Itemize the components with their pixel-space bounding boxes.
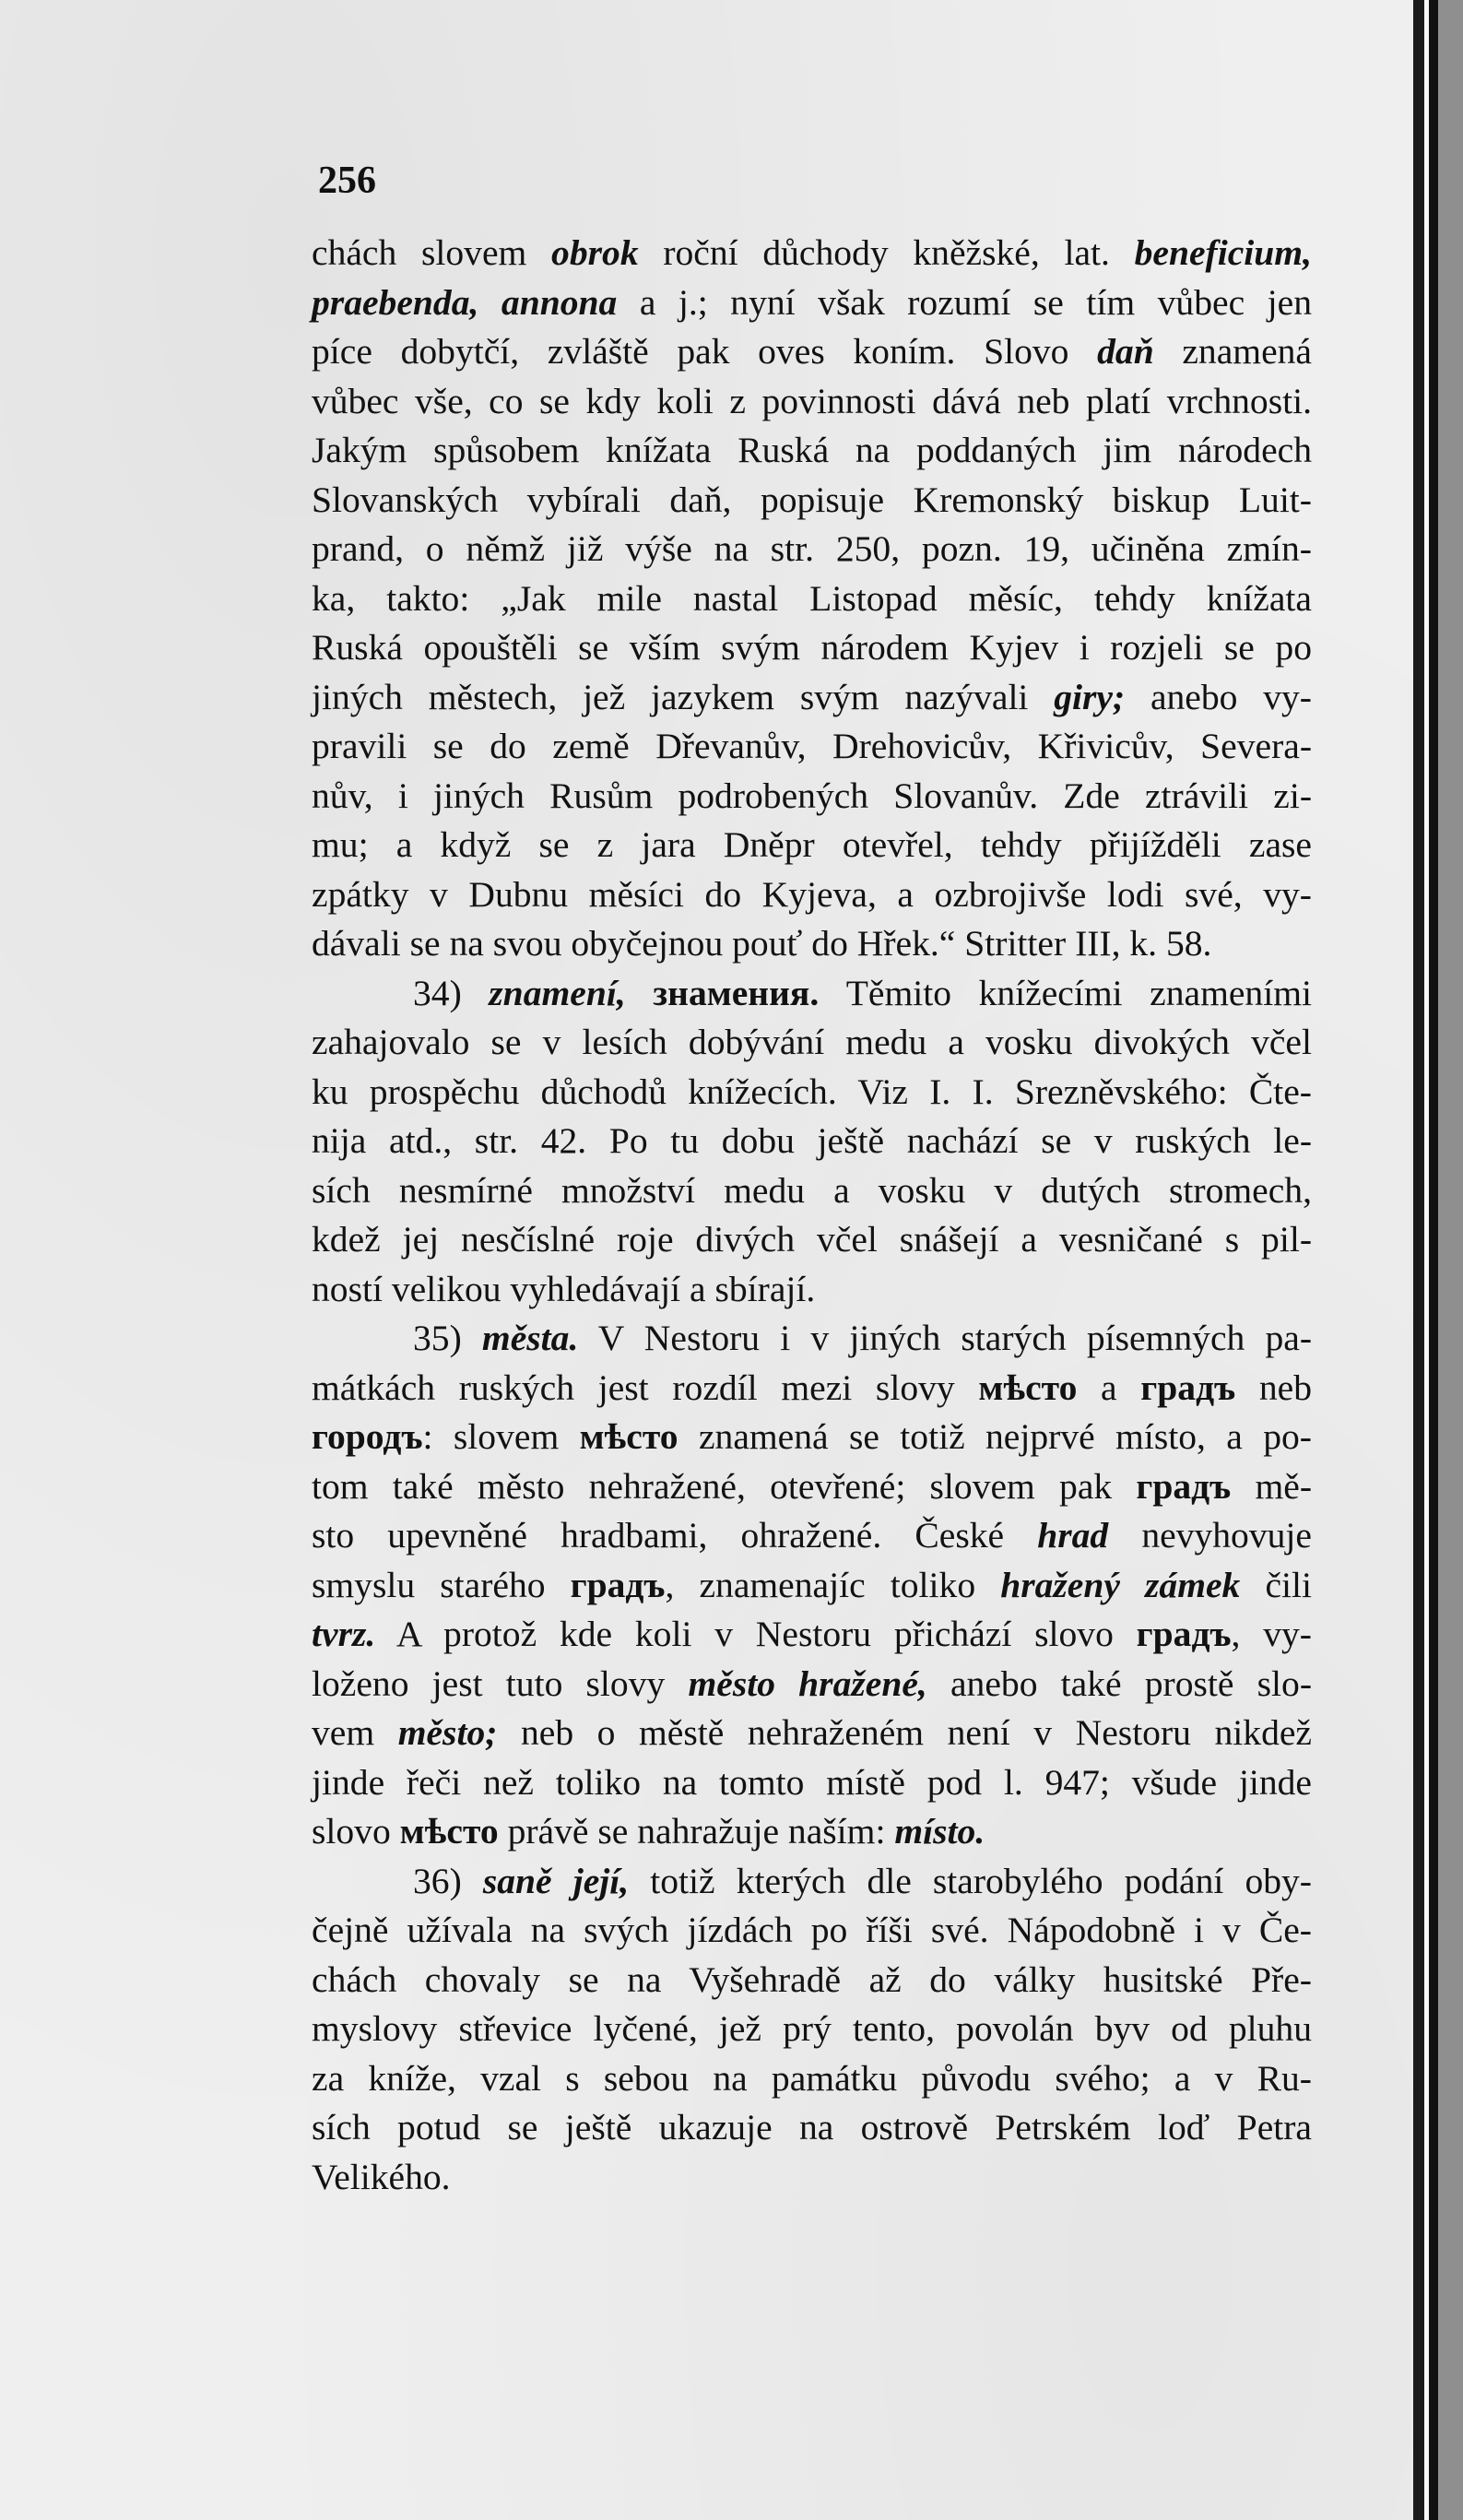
emphasized-term: znamení, bbox=[489, 972, 626, 1013]
cyrillic-term: мѣсто bbox=[399, 1811, 499, 1852]
text-run: za kníže, vzal s sebou na památku původu svého; a v Ru- bbox=[312, 2057, 1312, 2099]
text-run: čejně užívala na svých jízdách po říši své. Nápodobně i v Če- bbox=[312, 1910, 1312, 1950]
emphasized-term: praebenda, annona bbox=[312, 281, 618, 323]
text-run: ku prospěchu důchodů knížecích. Viz I. I. Srezněvského: Čte- bbox=[312, 1071, 1312, 1112]
text-run: nija atd., str. 42. Po tu dobu ještě nachází se v ruských le- bbox=[312, 1120, 1312, 1161]
text-run: Slovanských vybírali daň, popisuje Kremonský biskup Luit- bbox=[312, 479, 1312, 520]
emphasized-term: město; bbox=[397, 1712, 498, 1753]
text-run: znamená bbox=[1153, 331, 1312, 372]
text-run: neb bbox=[1235, 1366, 1312, 1408]
text-run: píce dobytčí, zvláště pak oves koním. Slovo bbox=[312, 331, 1098, 372]
emphasized-term: města. bbox=[481, 1318, 579, 1358]
text-line bbox=[312, 969, 1312, 1019]
text-run: a j.; nyní však rozumí se tím vůbec jen bbox=[617, 281, 1313, 323]
text-line bbox=[312, 1166, 1312, 1216]
text-run: anebo také prostě slo- bbox=[926, 1662, 1313, 1704]
text-run: prand, o němž již výše na str. 250, pozn. 19, učiněna zmín- bbox=[312, 528, 1312, 569]
text-run: nův, i jiných Rusům podrobených Slovanův. Zde ztrávili zi- bbox=[312, 775, 1312, 816]
text-line bbox=[312, 377, 1312, 427]
text-run: neb o městě nehraženém není v Nestoru nikdež bbox=[497, 1712, 1312, 1753]
text-run: tom také město nehražené, otevřené; slovem pak bbox=[312, 1465, 1137, 1507]
text-line bbox=[312, 1462, 1312, 1512]
text-run: zahajovalo se v lesích dobývání medu a vosku divokých včel bbox=[312, 1022, 1312, 1062]
text-run: chách slovem bbox=[312, 232, 552, 273]
text-line bbox=[312, 229, 1312, 278]
text-run: mě- bbox=[1231, 1465, 1312, 1507]
text-run: , znamenajíc toliko bbox=[665, 1564, 1001, 1605]
emphasized-term: giry; bbox=[1054, 676, 1126, 717]
text-run: zpátky v Dubnu měsíci do Kyjeva, a ozbrojivše lodi své, vy- bbox=[312, 873, 1312, 915]
text-line bbox=[312, 525, 1312, 574]
text-line bbox=[312, 1068, 1312, 1118]
text-line bbox=[312, 1610, 1312, 1660]
text-line bbox=[312, 1906, 1312, 1956]
emphasized-term: hražený zámek bbox=[1000, 1564, 1241, 1605]
text-run: : slovem bbox=[422, 1416, 580, 1457]
text-run: Ruská opouštěli se vším svým národem Kyjev i rozjeli se po bbox=[312, 627, 1312, 668]
text-run: slovo bbox=[312, 1811, 400, 1852]
text-run: chách chovaly se na Vyšehradě až do války husitské Pře- bbox=[312, 1958, 1312, 2000]
text-line bbox=[312, 278, 1312, 328]
text-line bbox=[312, 919, 1312, 969]
text-run: mu; a když se z jara Dněpr otevřel, tehdy přijížděli zase bbox=[312, 824, 1312, 865]
text-run: V Nestoru i v jiných starých písemných pa- bbox=[578, 1318, 1312, 1358]
text-run: totiž kterých dle starobylého podání oby- bbox=[629, 1860, 1312, 1901]
text-line bbox=[312, 1660, 1312, 1710]
text-line bbox=[312, 2103, 1312, 2153]
text-line bbox=[312, 1117, 1312, 1166]
text-run: myslovy střevice lyčené, jež prý tento, povolán byv od pluhu bbox=[312, 2008, 1312, 2049]
text-run: roční důchody kněžské, lat. bbox=[638, 232, 1135, 273]
text-line bbox=[312, 1956, 1312, 2005]
text-line bbox=[312, 1758, 1312, 1808]
text-run: sto upevněné hradbami, ohražené. České bbox=[312, 1515, 1038, 1556]
text-run: sích potud se ještě ukazuje na ostrově Petrském loď Petra bbox=[312, 2107, 1312, 2147]
text-line bbox=[312, 870, 1312, 920]
emphasized-term: obrok bbox=[551, 232, 639, 273]
text-line bbox=[312, 1018, 1312, 1068]
cyrillic-term: городъ bbox=[312, 1416, 423, 1457]
text-run: 36) bbox=[413, 1860, 483, 1901]
text-line bbox=[312, 476, 1312, 526]
text-line bbox=[312, 2054, 1312, 2104]
text-run: 35) bbox=[413, 1318, 482, 1358]
text-run: jinde řeči než toliko na tomto místě pod l. 947; všude jinde bbox=[312, 1761, 1312, 1803]
text-run: jiných městech, jež jazykem svým nazývali bbox=[312, 676, 1055, 717]
text-run: smyslu starého bbox=[312, 1564, 571, 1605]
text-line bbox=[312, 623, 1312, 673]
text-line bbox=[312, 1314, 1312, 1364]
cyrillic-term: мѣсто bbox=[579, 1416, 678, 1457]
text-line bbox=[312, 1265, 1312, 1315]
text-run bbox=[626, 973, 654, 1013]
scan-edge bbox=[1413, 0, 1438, 2520]
text-run: právě se nahražuje naším: bbox=[498, 1811, 895, 1852]
emphasized-term: místo. bbox=[894, 1811, 985, 1852]
text-line bbox=[312, 1857, 1312, 1907]
cyrillic-term: градъ bbox=[1136, 1465, 1232, 1507]
text-line bbox=[312, 2153, 1312, 2203]
text-line bbox=[312, 1709, 1312, 1758]
cyrillic-term: градъ bbox=[1136, 1614, 1232, 1654]
text-run: nevyhovuje bbox=[1108, 1515, 1312, 1556]
text-run: Jakým spůsobem knížata Ruská na poddaných jim národech bbox=[312, 430, 1312, 470]
text-run: vůbec vše, co se kdy koli z povinnosti dává neb platí vrchnosti. bbox=[312, 380, 1312, 421]
text-line bbox=[312, 1807, 1312, 1857]
text-run: mátkách ruských jest rozdíl mezi slovy bbox=[312, 1366, 979, 1408]
text-line bbox=[312, 722, 1312, 772]
text-run: Velikého. bbox=[312, 2156, 451, 2197]
cyrillic-term: градъ bbox=[570, 1564, 666, 1605]
text-run: dávali se na svou obyčejnou pouť do Hřek.“ Stritter III, k. 58. bbox=[312, 923, 1212, 964]
text-run: ka, takto: „Jak mile nastal Listopad měsíc, tehdy knížata bbox=[312, 577, 1312, 619]
emphasized-term: beneficium, bbox=[1134, 232, 1312, 273]
page-number: 256 bbox=[318, 160, 376, 202]
text-line bbox=[312, 2005, 1312, 2054]
text-line bbox=[312, 673, 1312, 723]
text-run: , vy- bbox=[1231, 1614, 1312, 1654]
text-line bbox=[312, 1364, 1312, 1414]
emphasized-term: tvrz. bbox=[312, 1614, 376, 1654]
text-run: pravili se do země Dřevanův, Drehovicův, Křivicův, Severa- bbox=[312, 726, 1312, 766]
cyrillic-term: мѣсто bbox=[978, 1366, 1078, 1408]
text-line bbox=[312, 1561, 1312, 1611]
body-text bbox=[312, 229, 1312, 2202]
text-line bbox=[312, 327, 1312, 377]
text-line bbox=[312, 1215, 1312, 1265]
text-run: A protož kde koli v Nestoru přichází slovo bbox=[375, 1614, 1137, 1654]
text-run: loženo jest tuto slovy bbox=[312, 1662, 689, 1704]
text-run: vem bbox=[312, 1712, 398, 1753]
cyrillic-term: градъ bbox=[1140, 1366, 1236, 1408]
text-run: Těmito knížecími znameními bbox=[819, 972, 1312, 1013]
text-line bbox=[312, 772, 1312, 822]
text-line bbox=[312, 1511, 1312, 1561]
text-run: ností velikou vyhledávají a sbírají. bbox=[312, 1268, 816, 1309]
text-line bbox=[312, 821, 1312, 870]
text-run: 34) bbox=[413, 972, 490, 1013]
text-run: sích nesmírné množství medu a vosku v dutých stromech, bbox=[312, 1169, 1312, 1211]
text-line bbox=[312, 1413, 1312, 1462]
emphasized-term: hrad bbox=[1037, 1515, 1109, 1556]
text-run: čili bbox=[1240, 1564, 1312, 1605]
text-run: a bbox=[1077, 1366, 1141, 1408]
emphasized-term: daň bbox=[1097, 331, 1154, 372]
text-line bbox=[312, 426, 1312, 476]
emphasized-term: město hražené, bbox=[688, 1662, 927, 1704]
text-run: znamená se totiž nejprvé místo, a po- bbox=[678, 1416, 1312, 1457]
emphasized-term: saně její, bbox=[482, 1860, 630, 1901]
cyrillic-term: знамения. bbox=[653, 972, 820, 1013]
text-run: anebo vy- bbox=[1125, 676, 1312, 717]
text-run: kdež jej nesčíslné roje divých včel snášejí a vesničané s pil- bbox=[312, 1219, 1312, 1260]
text-line bbox=[312, 574, 1312, 624]
